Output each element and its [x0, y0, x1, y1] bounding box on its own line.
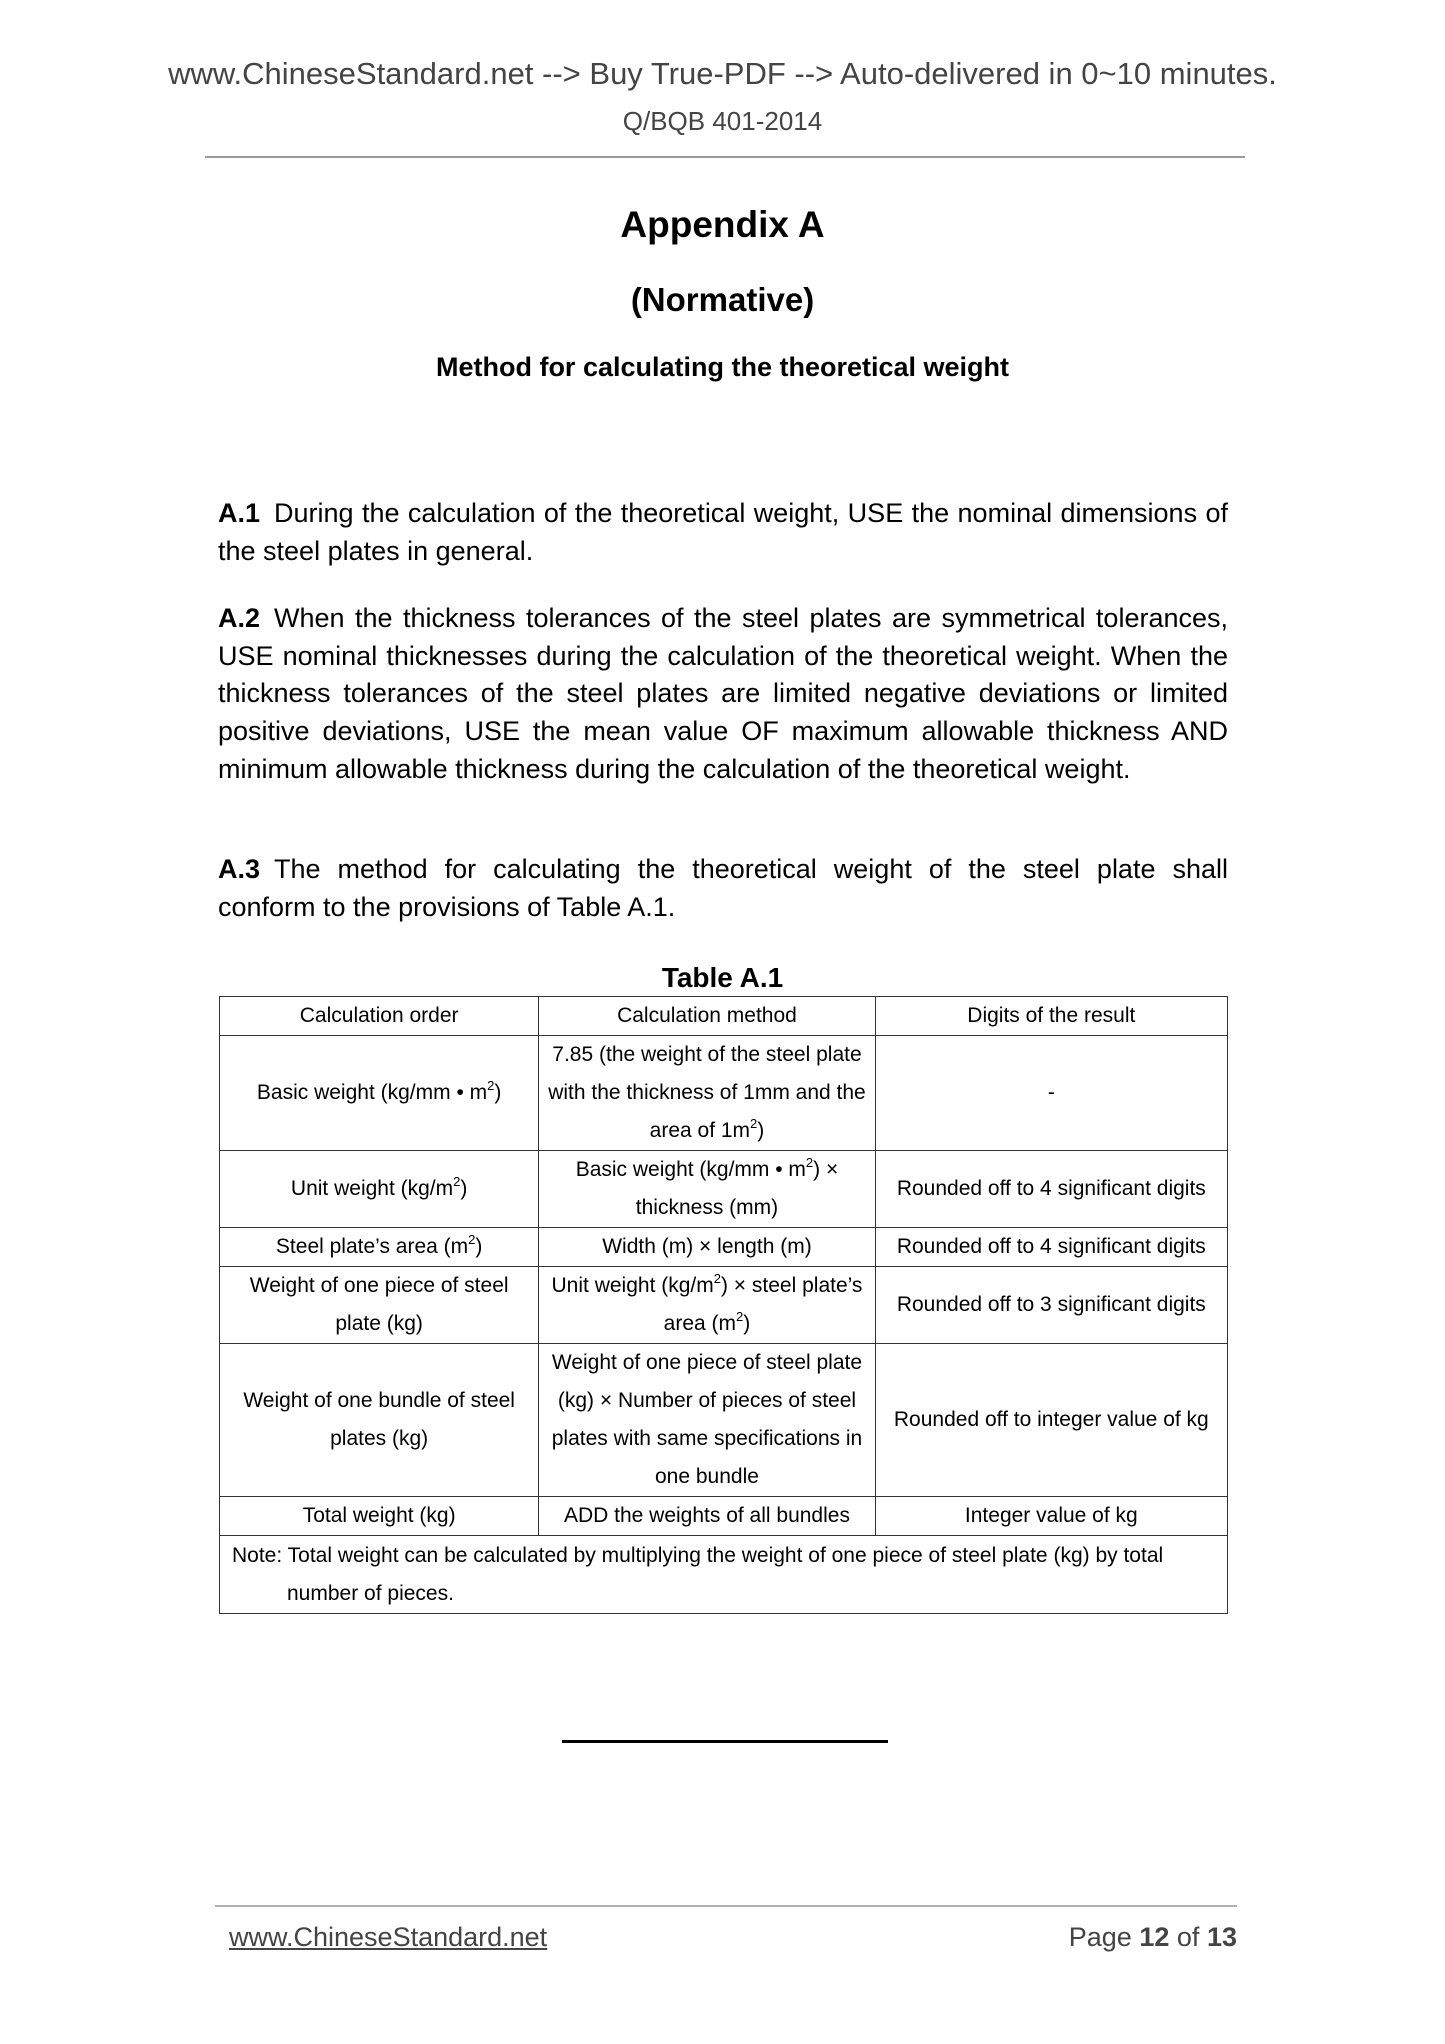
standard-code: Q/BQB 401-2014 — [622, 106, 823, 136]
method-cell: ADD the weights of all bundles — [539, 1497, 875, 1536]
table-header-row — [220, 997, 1228, 1036]
clause-number: A.2 — [218, 603, 261, 633]
page-of: of — [1176, 1922, 1200, 1952]
header-divider — [205, 156, 1245, 158]
table-note-row — [220, 1536, 1228, 1614]
order-cell: Weight of one bundle of steel plates (kg) — [220, 1344, 539, 1497]
superscript-2: 2 — [736, 1309, 744, 1325]
appendix-heading: Method for calculating the theoretical weight — [435, 352, 1010, 382]
table-row — [220, 1228, 1228, 1267]
table-row — [220, 1151, 1228, 1228]
footer-divider — [215, 1905, 1237, 1907]
superscript-2: 2 — [713, 1271, 721, 1287]
digits-cell: Rounded off to integer value of kg — [875, 1344, 1227, 1497]
digits-cell: - — [875, 1036, 1227, 1151]
digits-cell: Rounded off to 4 significant digits — [875, 1151, 1227, 1228]
method-cell: Width (m) × length (m) — [539, 1228, 875, 1267]
order-cell: Weight of one piece of steel plate (kg) — [220, 1267, 539, 1344]
superscript-2: 2 — [468, 1232, 476, 1248]
table-caption: Table A.1 — [661, 962, 784, 993]
appendix-title: Appendix A — [620, 204, 825, 245]
table-row — [220, 1497, 1228, 1536]
page-prefix: Page — [1068, 1922, 1132, 1952]
method-cell: 7.85 (the weight of the steel plate with the thickness of 1mm and the area of $1m^2$) — [539, 1036, 875, 1151]
superscript-2: 2 — [750, 1116, 758, 1132]
method-cell: Unit weight $(kg/m^2)$ × steel plate’s area $(m^2)$ — [539, 1267, 875, 1344]
digits-cell: Rounded off to 4 significant digits — [875, 1228, 1227, 1267]
clause-text: When the thickness tolerances of the steel plates are symmetrical tolerances, USE nominal thicknesses during the calculation of the theoretical weight. When the thickness tolerances of the steel plates are limited negative deviations or limited positive deviations, USE the mean value OF maximum allowable thickness AND minimum allowable thickness during the calculation of the theoretical weight. — [218, 603, 1228, 784]
method-cell: Weight of one piece of steel plate (kg) × Number of pieces of steel plates with same specifications in one bundle — [539, 1344, 875, 1497]
clause-a3 — [218, 851, 1228, 926]
end-of-document-rule — [562, 1740, 888, 1743]
clause-number: A.3 — [218, 854, 261, 884]
clause-text: The method for calculating the theoretical weight of the steel plate shall conform to the provisions of Table A.1. — [218, 854, 1228, 922]
note-line-2: number of pieces. — [287, 1581, 454, 1605]
order-cell: Steel plate’s area $(m^2)$ — [220, 1228, 539, 1267]
note-line-1: Note: Total weight can be calculated by multiplying the weight of one piece of steel plate (kg) by total — [232, 1543, 1164, 1567]
order-cell: Total weight (kg) — [220, 1497, 539, 1536]
superscript-2: 2 — [487, 1078, 495, 1094]
page-indicator — [1069, 1922, 1237, 1953]
calculation-table — [219, 996, 1228, 1614]
order-cell: Basic weight (kg/mm • $m^2$) — [220, 1036, 539, 1151]
page-current: 12 — [1139, 1922, 1170, 1952]
header-cell: Digits of the result — [875, 997, 1227, 1036]
clause-a2 — [218, 600, 1228, 789]
table-note — [220, 1536, 1228, 1614]
table-row — [220, 1344, 1228, 1497]
digits-cell: Integer value of kg — [875, 1497, 1227, 1536]
clause-text: During the calculation of the theoretical weight, USE the nominal dimensions of the steel plates in general. — [218, 498, 1228, 566]
clause-a1 — [218, 495, 1228, 570]
footer-website-link[interactable]: www.ChineseStandard.net — [229, 1922, 548, 1952]
method-cell: Basic weight (kg/mm • $m^2$) × thickness (mm) — [539, 1151, 875, 1228]
superscript-2: 2 — [805, 1155, 814, 1171]
order-cell: Unit weight $(kg/m^2)$ — [220, 1151, 539, 1228]
digits-cell: Rounded off to 3 significant digits — [875, 1267, 1227, 1344]
page-total: 13 — [1206, 1922, 1237, 1952]
table-row — [220, 1036, 1228, 1151]
superscript-2: 2 — [453, 1174, 461, 1190]
appendix-status: (Normative) — [630, 281, 815, 318]
clause-number: A.1 — [218, 498, 261, 528]
header-cell: Calculation method — [539, 997, 875, 1036]
header-cell: Calculation order — [220, 997, 539, 1036]
header-banner: www.ChineseStandard.net --> Buy True-PDF --> Auto-delivered in 0~10 minutes. — [168, 56, 1277, 91]
table-row — [220, 1267, 1228, 1344]
